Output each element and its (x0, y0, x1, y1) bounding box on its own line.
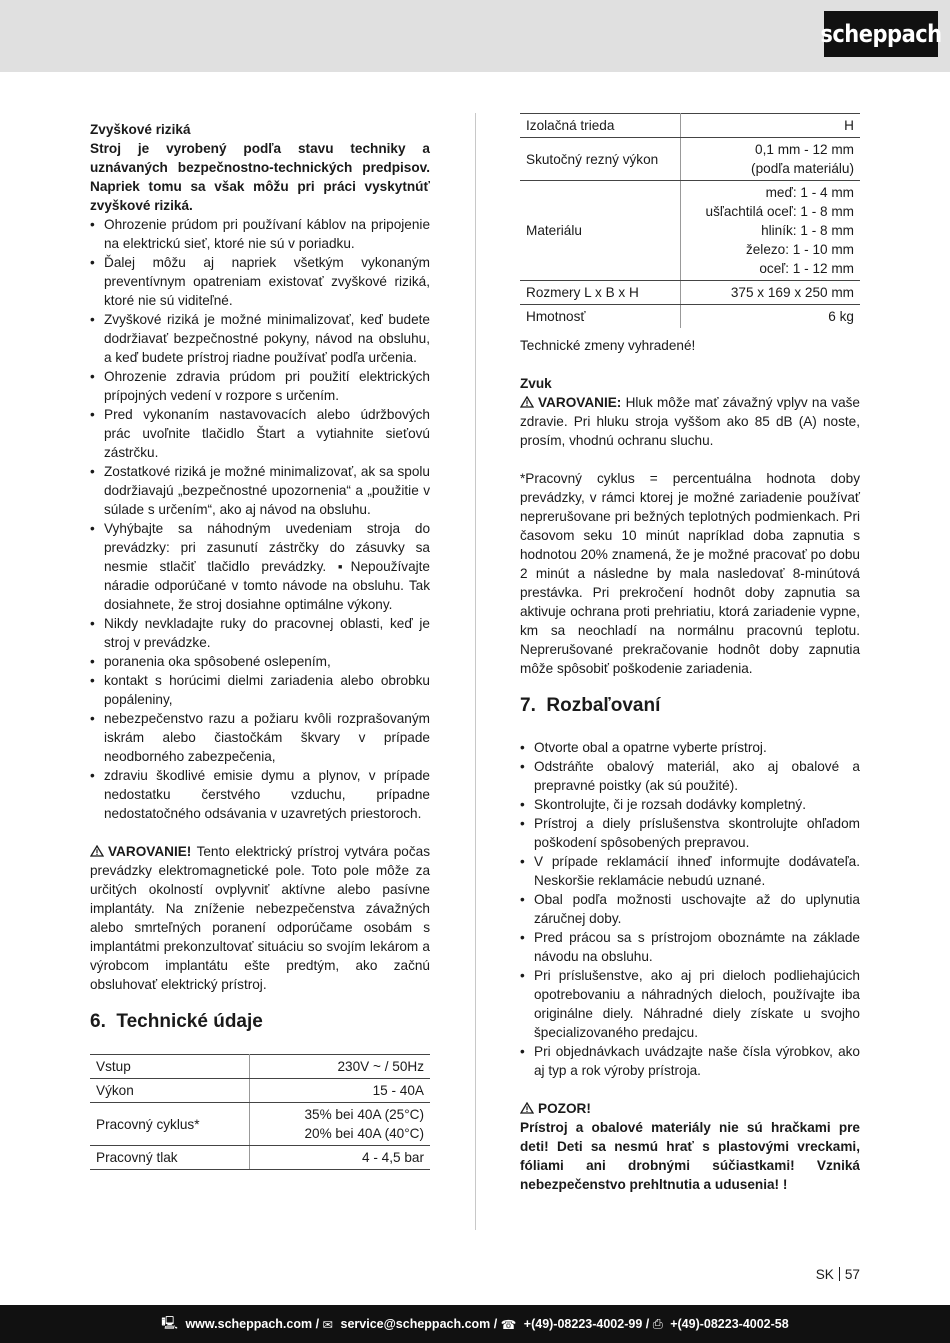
footer-web[interactable]: www.scheppach.com / (185, 1317, 320, 1331)
table-value-line: oceľ: 1 - 12 mm (759, 261, 854, 276)
table-cell-label: Izolačná trieda (520, 114, 681, 138)
list-item: • Zvyškové riziká je možné minimalizovať, keď budete dodržiavať bezpečnostné pokyny, návod na obsluhu, a keď budete prístroj riadne používať podľa určenia. (90, 310, 430, 367)
table-value-line: H (844, 118, 854, 133)
list-item: • V prípade reklamácií ihneď informujte dodávateľa. Neskoršie reklamácie nebudú uznané. (520, 852, 860, 890)
list-item: • Ohrozenie prúdom pri používaní káblov na pripojenie na elektrickú sieť, ktoré nie sú v poriadku. (90, 215, 430, 253)
list-item: • Pred vykonaním nastavovacích alebo údržbových prác uvoľnite tlačidlo Štart a vytiahnite sieťovú zástrčku. (90, 405, 430, 462)
table-value-line: hliník: 1 - 8 mm (761, 223, 854, 238)
scheppach-logo: scheppach (824, 11, 938, 57)
table-value-line: (podľa materiálu) (751, 161, 854, 176)
table-value-line: 35% bei 40A (25°C) (304, 1107, 424, 1122)
table-row (520, 305, 860, 329)
table-cell-value (681, 281, 860, 305)
list-item: • poranenia oka spôsobené oslepením, (90, 652, 430, 671)
emf-warning (90, 842, 430, 994)
table-cell-label: Vstup (90, 1055, 249, 1079)
fax-icon: ⎙ (652, 1316, 663, 1331)
table-cell-label: Pracovný tlak (90, 1146, 249, 1170)
table-cell-value (249, 1103, 430, 1146)
list-item: • Pri príslušenstve, ako aj pri dieloch podliehajúcich opotrebovaniu a náhradných dieloch, používajte iba originálne diely. Náhradné diely získate u svojho špecializovaného predajcu. (520, 966, 860, 1042)
table-value-line: železo: 1 - 10 mm (745, 242, 854, 257)
footer-phone: +(49)-08223-4002-99 / (523, 1317, 650, 1331)
tech-data-table (90, 1054, 430, 1170)
list-item: • nebezpečenstvo razu a požiaru kvôli rozprašovaným iskrám alebo čiastočkám škvary v prípade neodborného zabezpečenia, (90, 709, 430, 766)
footer-fax: +(49)-08223-4002-58 (670, 1317, 789, 1331)
table-value-line: 20% bei 40A (40°C) (304, 1126, 424, 1141)
warning-icon (520, 1102, 534, 1114)
list-item: • Obal podľa možnosti uschovajte až do uplynutia záručnej doby. (520, 890, 860, 928)
table-cell-value (681, 181, 860, 281)
footer-bar (0, 1305, 950, 1343)
page-num: 57 (844, 1267, 860, 1282)
sound-warning (520, 393, 860, 450)
list-item: • Pred prácou sa s prístrojom oboznámte na základe návodu na obsluhu. (520, 928, 860, 966)
section-7-heading (520, 694, 860, 718)
column-divider (475, 113, 476, 1230)
table-row (520, 114, 860, 138)
table-row (90, 1146, 430, 1170)
table-cell-label: Materiálu (520, 181, 681, 281)
unpacking-list (520, 738, 860, 1080)
page-separator (839, 1267, 840, 1281)
sound-warning-text: Hluk môže mať závažný vplyv na vaše zdravie. Pri hluku stroja vyššom ako 85 dB (A) noste, prosím, vhodnú ochranu sluchu. (520, 395, 860, 448)
page-lang: SK (815, 1267, 834, 1282)
table-row (90, 1103, 430, 1146)
table-row (520, 281, 860, 305)
duty-cycle-note: *Pracovný cyklus = percentuálna hodnota doby prevádzky, v rámci ktorej je možné zariadenie používať neprerušovane pri bežných teplotných podmienkach. Pri časovom seku 10 minút napríklad doba zapnutia s hodnotou 20% znamená, že je možné pracovať po dobu 2 minút a následne by mala nasledovať 8-minútová prestávka. Pri prekročení hodnôt doby zapnutia sa aktivuje ochrana proti prehriatiu, ktorá zariadenie vypne, km sa neochladí na normálnu pracovnú teplotu. Neprerušované prekračovanie hodnôt doby zapnutia môže spôsobiť poškodenie zariadenia. (520, 471, 860, 676)
table-value-line: ušľachtilá oceľ: 1 - 8 mm (705, 204, 854, 219)
table-cell-label: Hmotnosť (520, 305, 681, 329)
emf-warning-label: VAROVANIE! (108, 844, 192, 859)
list-item: • Otvorte obal a opatrne vyberte prístroj. (520, 738, 860, 757)
table-cell-value (681, 114, 860, 138)
table-cell-label: Pracovný cyklus* (90, 1103, 249, 1146)
residual-risks-title: Zvyškové riziká (90, 122, 191, 137)
table-cell-label: Skutočný rezný výkon (520, 138, 681, 181)
table-value-line: 0,1 mm - 12 mm (755, 142, 854, 157)
footer-email[interactable]: service@scheppach.com / (340, 1317, 498, 1331)
computer-icon: 🖳 (161, 1315, 178, 1330)
table-cell-value: 15 - 40A (249, 1079, 430, 1103)
table-value-line: meď: 1 - 4 mm (765, 185, 854, 200)
mail-icon: ✉ (322, 1317, 334, 1332)
warning-icon (520, 396, 534, 408)
list-item: • kontakt s horúcimi dielmi zariadenia alebo obrobku popáleniny, (90, 671, 430, 709)
table-value-line: 6 kg (828, 309, 854, 324)
list-item: • Vyhýbajte sa náhodným uvedeniam stroja do prevádzky: pri zasunutí zástrčky do zásuvky sa nesmie stlačiť tlačidlo prevádzky. ▪Nepoužívajte náradie odporúčané v tomto návode na obsluhu. Tak dosiahnete, že stroj dosiahne optimálne výkony. (90, 519, 430, 614)
right-column (520, 113, 860, 1194)
warning-icon (90, 845, 104, 857)
table-cell-value (681, 138, 860, 181)
header-bar (0, 0, 950, 72)
section-6-number: 6. (90, 1011, 106, 1032)
residual-risks-list (90, 215, 430, 823)
phone-icon: ☎ (500, 1317, 517, 1332)
table-cell-label: Rozmery L x B x H (520, 281, 681, 305)
list-item: • zdraviu škodlivé emisie dymu a plynov, v prípade nedostatku čerstvého vzduchu, prípadne nedostatočného odsávania v uzavretých priestoroch. (90, 766, 430, 823)
table-row (520, 181, 860, 281)
list-item: • Ohrozenie zdravia prúdom pri použití elektrických prípojných vedení v rozpore s určením. (90, 367, 430, 405)
emf-warning-text: Tento elektrický prístroj vytvára počas prevádzky elektromagnetické pole. Toto pole môže za určitých okolností ovplyvniť aktívne alebo pasívne implantáty. Na zníženie nebezpečenstva závažných alebo smrteľných poranení odporúčame osobám s implantátmi prekonzultovať situáciu so svojím lekárom a výrobcom implantátu ešte predtým, ako začnú obsluhovať elektrický prístroj. (90, 844, 430, 992)
residual-risks-intro: Stroj je vyrobený podľa stavu techniky a uznávaných bezpečnostno-technických predpisov. Napriek tomu sa však môžu pri práci vyskytnúť zvyškové riziká. (90, 141, 430, 213)
left-column (90, 120, 430, 1170)
list-item: • Zostatkové riziká je možné minimalizovať, ak sa spolu dodržiavajú „bezpečnostné upozornenia“ a „použitie v súlade s určením“, ako aj návod na obsluhu. (90, 462, 430, 519)
list-item: • Prístroj a diely príslušenstva skontrolujte ohľadom poškodení spôsobených prepravou. (520, 814, 860, 852)
tech-changes-note: Technické zmeny vyhradené! (520, 338, 696, 353)
section-7-title: Rozbaľovaní (546, 695, 661, 716)
section-6-heading (90, 1010, 430, 1034)
table-value-line: 375 x 169 x 250 mm (730, 285, 854, 300)
caution-heading (520, 1099, 860, 1118)
caution-text: Prístroj a obalové materiály nie sú hračkami pre deti! Deti sa nesmú hrať s plastovými vreckami, fóliami ani drobnými súčiastkami! Vzniká nebezpečenstvo prehltnutia a udusenia! ! (520, 1120, 860, 1192)
page-number (816, 1265, 860, 1282)
list-item: • Skontrolujte, či je rozsah dodávky kompletný. (520, 795, 860, 814)
table-cell-value: 4 - 4,5 bar (249, 1146, 430, 1170)
list-item: • Pri objednávkach uvádzajte naše čísla výrobkov, ako aj typ a rok výroby prístroja. (520, 1042, 860, 1080)
tech-data-table-continued (520, 113, 860, 328)
section-7-number: 7. (520, 695, 536, 716)
list-item: • Nikdy nevkladajte ruky do pracovnej oblasti, keď je stroj v prevádzke. (90, 614, 430, 652)
table-cell-label: Výkon (90, 1079, 249, 1103)
sound-title: Zvuk (520, 376, 552, 391)
section-6-title: Technické údaje (116, 1011, 263, 1032)
table-cell-value: 230V ~ / 50Hz (249, 1055, 430, 1079)
sound-warning-label: VAROVANIE: (538, 395, 622, 410)
list-item: • Ďalej môžu aj napriek všetkým vykonaným preventívnym opatreniam existovať zvyškové riziká, ktoré nie sú viditeľné. (90, 253, 430, 310)
caution-label: POZOR! (538, 1101, 591, 1116)
table-row (90, 1079, 430, 1103)
table-row (90, 1055, 430, 1079)
list-item: • Odstráňte obalový materiál, ako aj obalové a prepravné poistky (ak sú použité). (520, 757, 860, 795)
table-row (520, 138, 860, 181)
table-cell-value (681, 305, 860, 329)
